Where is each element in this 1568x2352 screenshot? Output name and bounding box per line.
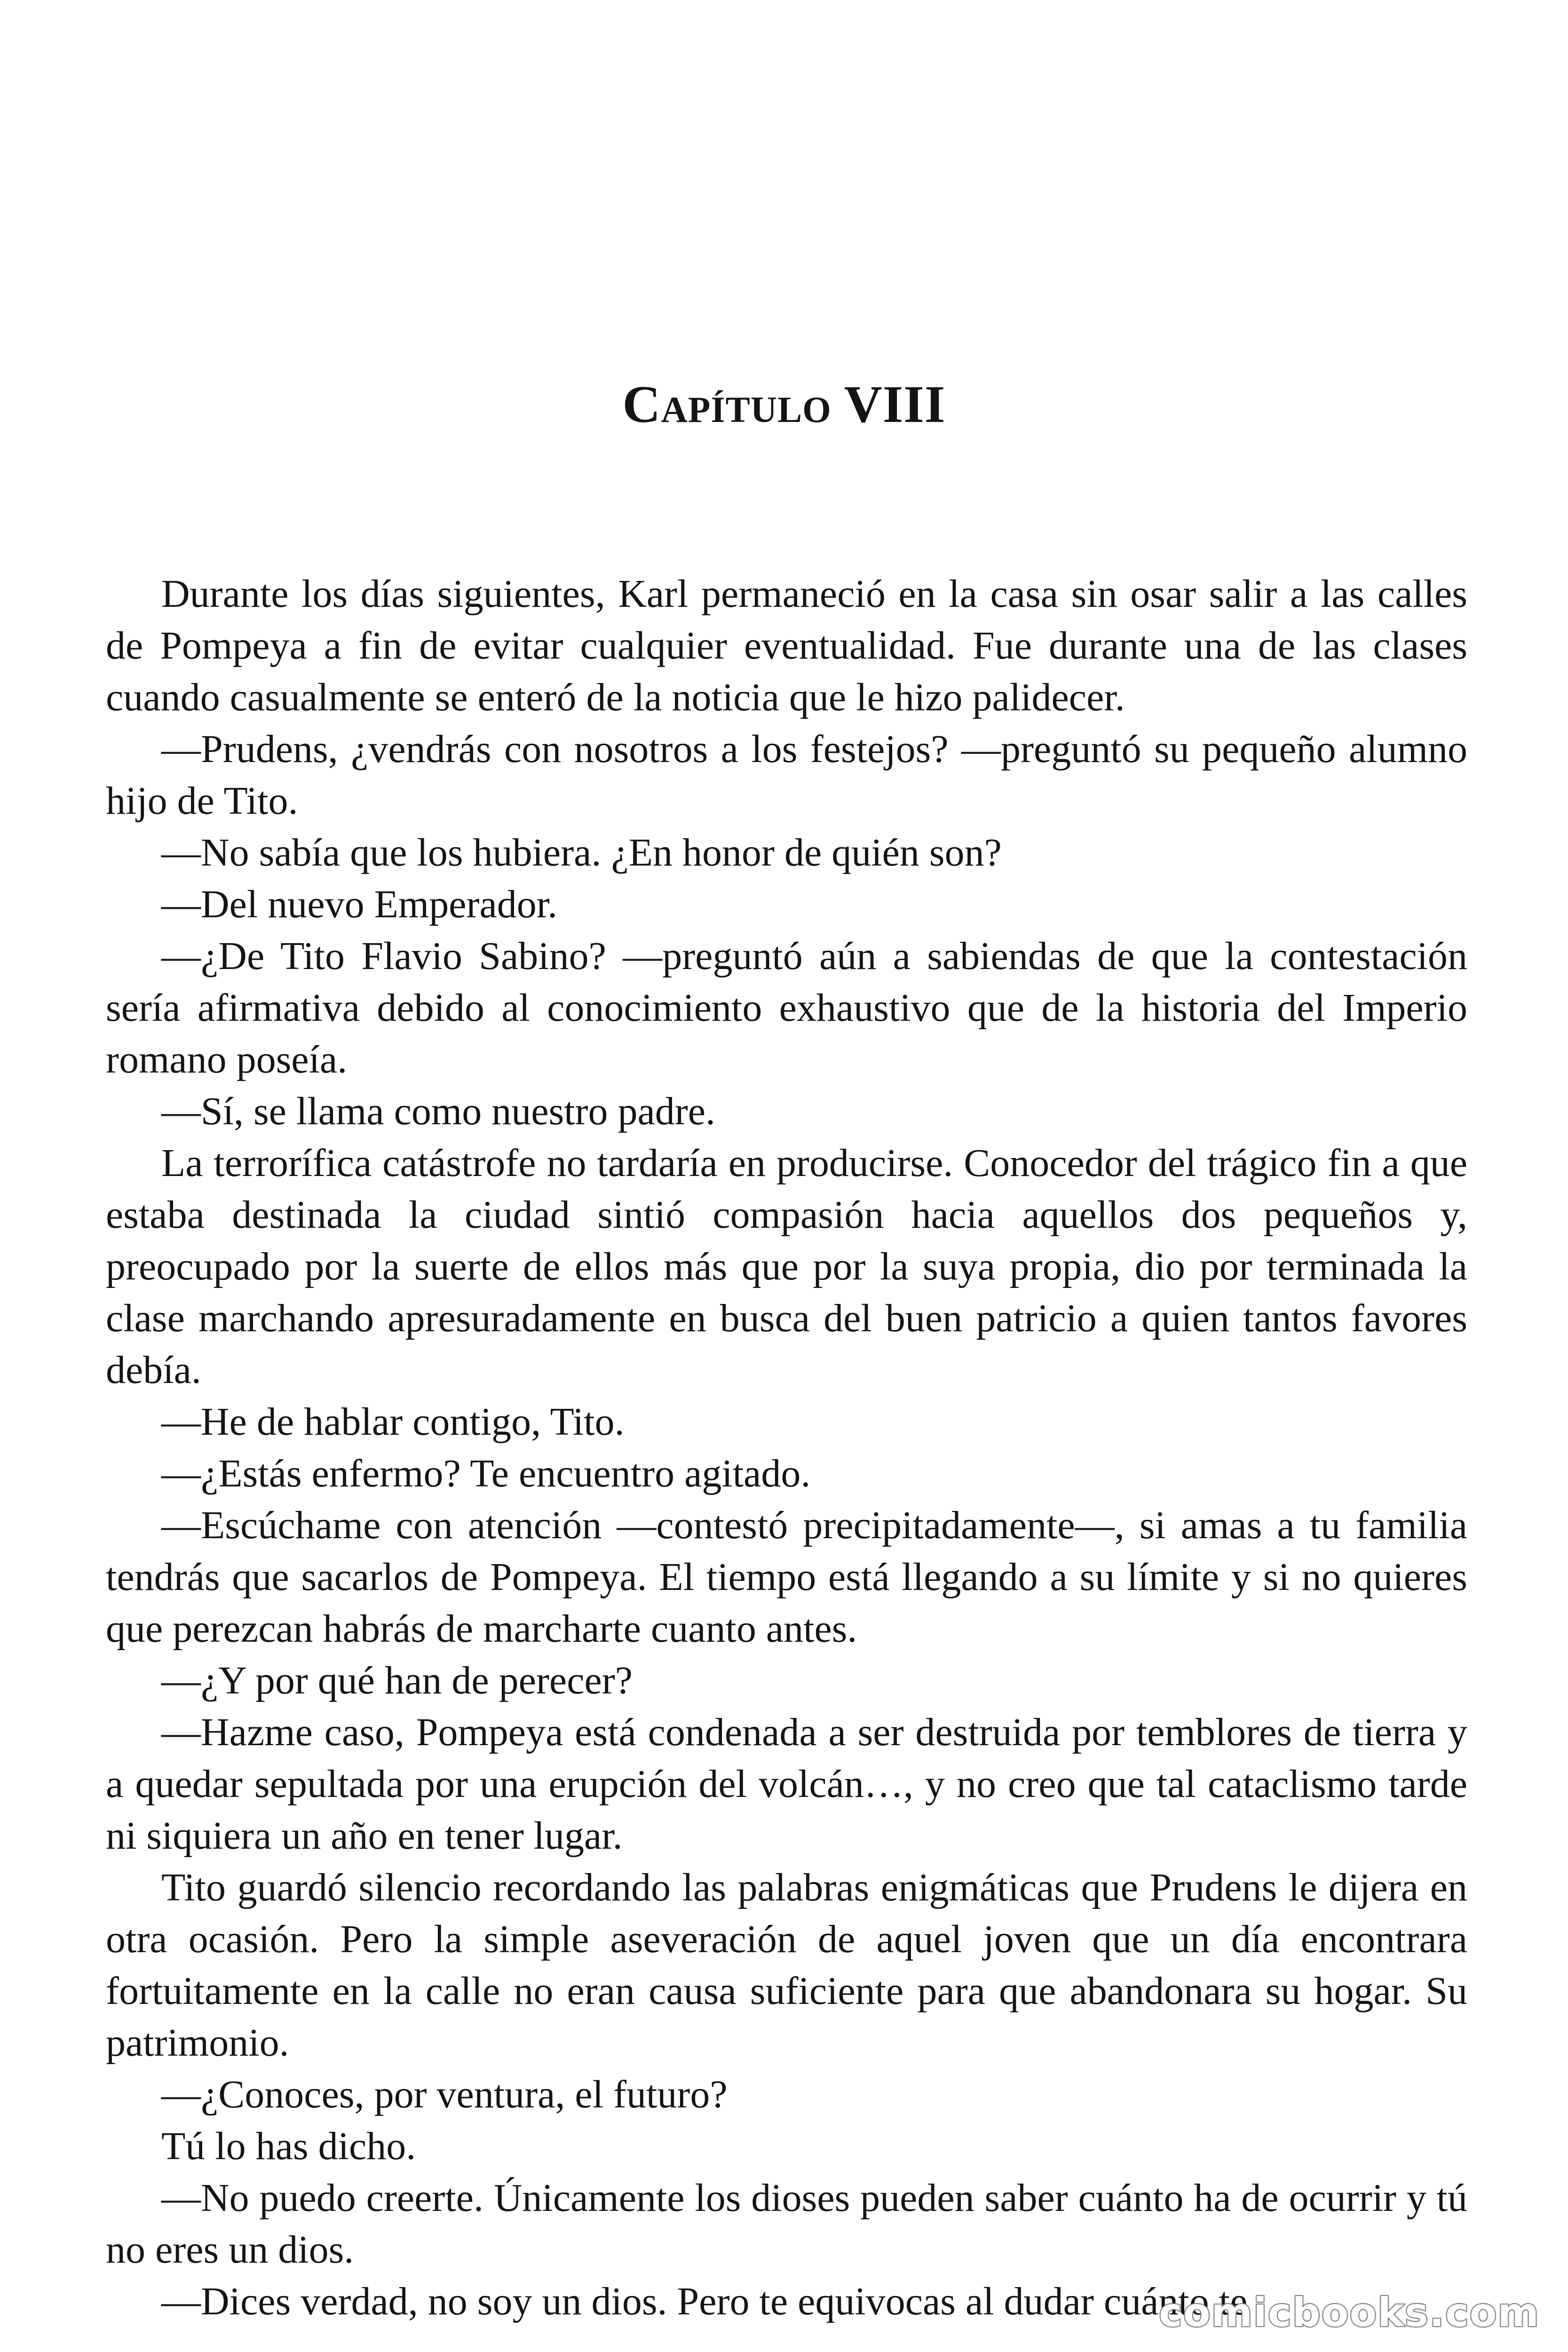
paragraph: —Dices verdad, no soy un dios. Pero te equivocas al dudar cuánto te xyxy=(161,2280,1248,2323)
watermark: comicbooks.com xyxy=(1159,2289,1540,2336)
paragraph: —Hazme caso, Pompeya está condenada a ser destruida por temblores de tierra y a quedar sepultada por una erupción del volcán…, y no creo que tal cataclismo tarde ni siquiera un año en tener lugar. xyxy=(106,1710,1467,1858)
paragraph: —No puedo creerte. Únicamente los dioses pueden saber cuánto ha de ocurrir y tú no eres un dios. xyxy=(106,2176,1467,2272)
paragraph: La terrorífica catástrofe no tardaría en producirse. Conocedor del trágico fin a que estaba destinada la ciudad sintió compasión hacia aquellos dos pequeños y, preocupado por la suerte de ellos más que por la suya propia, dio por terminada la clase marchando apresuradamente en busca del buen patricio a quien tantos favores debía. xyxy=(106,1141,1467,1392)
paragraph: —No sabía que los hubiera. ¿En honor de quién son? xyxy=(161,831,1002,874)
chapter-title-prefix: C xyxy=(622,375,661,434)
paragraph: —He de hablar contigo, Tito. xyxy=(161,1400,625,1444)
paragraph: Tú lo has dicho. xyxy=(161,2124,416,2168)
paragraph: —¿Y por qué han de perecer? xyxy=(161,1659,633,1702)
paragraph: Durante los días siguientes, Karl permaneció en la casa sin osar salir a las calles de Pompeya a fin de evitar cualquier eventualidad. Fue durante una de las clases cuando casualmente se enteró de la noticia que le hizo palidecer. xyxy=(106,572,1467,719)
chapter-title xyxy=(0,374,1568,435)
chapter-body xyxy=(106,568,1467,2328)
paragraph: Tito guardó silencio recordando las palabras enigmáticas que Prudens le dijera en otra ocasión. Pero la simple aseveración de aquel joven que un día encontrara fortuitamente en la calle no eran causa suficiente para que abandonara su hogar. Su patrimonio. xyxy=(106,1866,1467,2065)
paragraph: —¿Conoces, por ventura, el futuro? xyxy=(161,2073,728,2116)
chapter-title-rest: apítulo xyxy=(661,375,832,434)
paragraph: —Escúchame con atención —contestó precipitadamente—, si amas a tu familia tendrás que sacarlos de Pompeya. El tiempo está llegando a su límite y si no quieres que perezcan habrás de marcharte cuanto antes. xyxy=(106,1503,1467,1651)
paragraph: —¿Estás enfermo? Te encuentro agitado. xyxy=(161,1452,811,1495)
paragraph: —Del nuevo Emperador. xyxy=(161,882,558,926)
paragraph: —Prudens, ¿vendrás con nosotros a los festejos? —preguntó su pequeño alumno hijo de Tito. xyxy=(106,727,1467,823)
paragraph: —Sí, se llama como nuestro padre. xyxy=(161,1089,716,1133)
chapter-numeral: VIII xyxy=(844,375,946,434)
paragraph: —¿De Tito Flavio Sabino? —preguntó aún a sabiendas de que la contestación sería afirmativa debido al conocimiento exhaustivo que de la historia del Imperio romano poseía. xyxy=(106,934,1467,1081)
